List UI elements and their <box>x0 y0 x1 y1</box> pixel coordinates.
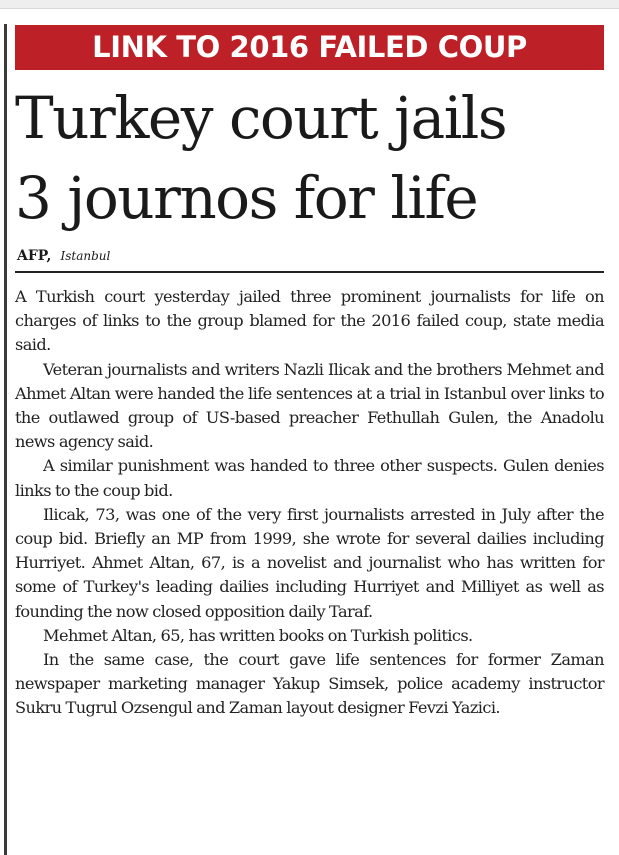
top-edge <box>0 0 619 9</box>
byline-divider <box>15 271 604 273</box>
paragraph-6: In the same case, the court gave life sentences for former Zaman newspaper marketing manager Yakup Simsek, police academy instructor Sukru Tugrul Ozsengul and Zaman layout designer Fevzi Yazici. <box>15 650 604 718</box>
paragraph-3: A similar punishment was handed to three other suspects. Gulen denies links to the coup bid. <box>15 456 604 500</box>
headline-line-2: 3 journos for life <box>15 164 478 232</box>
byline-place: Istanbul <box>60 249 111 263</box>
headline <box>15 78 610 238</box>
paragraph-4: Ilicak, 73, was one of the very first journalists arrested in July after the coup bid. Briefly an MP from 1999, she wrote for several dailies including Hurriyet. Ahmet Altan, 67, is a novelist and journalist who has written for some of Turkey's leading dailies including Hurriyet and Milliyet as well as founding the now closed opposition daily Taraf. <box>15 504 604 621</box>
paragraph-2: Veteran journalists and writers Nazli Ilicak and the brothers Mehmet and Ahmet Altan were handed the life sentences at a trial in Istanbul over links to the outlawed group of US-based preacher Fethullah Gulen, the Anadolu news agency said. <box>15 359 604 452</box>
column-rule <box>4 24 7 855</box>
byline <box>17 245 110 264</box>
kicker-banner: LINK TO 2016 FAILED COUP <box>15 25 604 70</box>
article-body <box>15 285 604 721</box>
paragraph-5: Mehmet Altan, 65, has written books on Turkish politics. <box>43 625 473 645</box>
headline-line-1: Turkey court jails <box>15 84 507 152</box>
byline-agency: AFP, <box>17 248 52 264</box>
paragraph-1: A Turkish court yesterday jailed three prominent journalists for life on charges of links to the group blamed for the 2016 failed coup, state media said. <box>15 287 604 355</box>
